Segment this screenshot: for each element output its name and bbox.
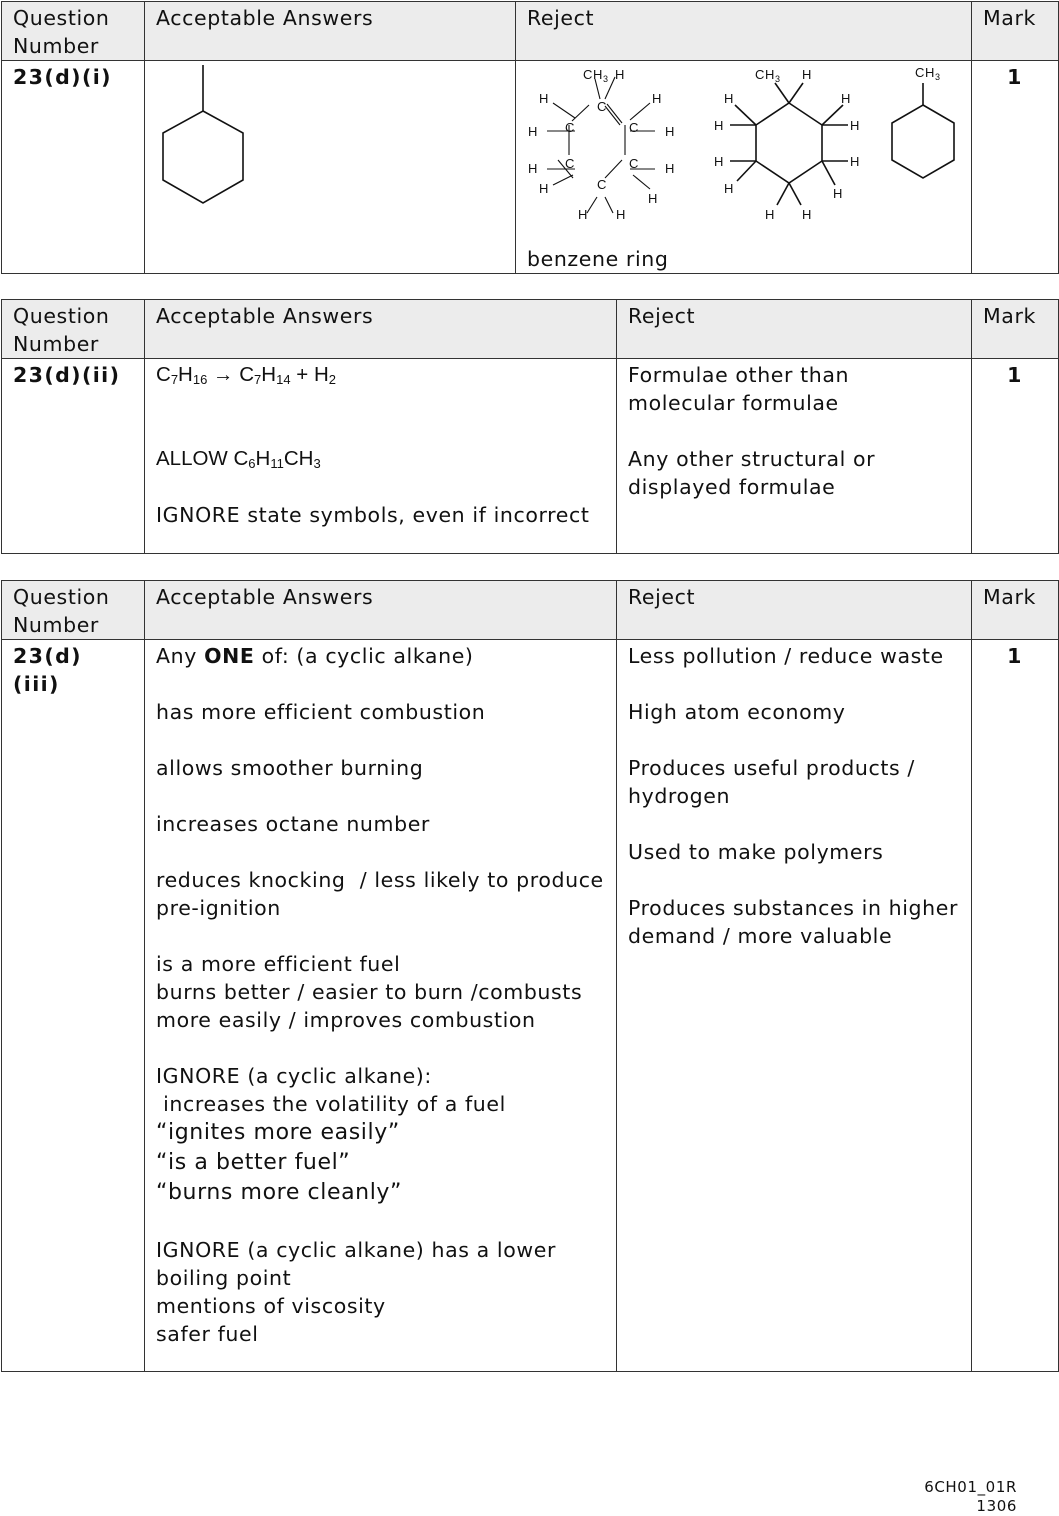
answer-item: increases octane number xyxy=(156,812,430,836)
h-label: H xyxy=(615,67,625,82)
equation xyxy=(156,361,605,389)
reject-item: Less pollution / reduce waste xyxy=(628,644,944,668)
h-label: H xyxy=(802,207,812,222)
allow-formula xyxy=(156,445,605,473)
answer-item: has more efficient combustion xyxy=(156,700,486,724)
reject-item: Any other structural or displayed formulae xyxy=(628,447,876,499)
c-label: C xyxy=(565,156,575,171)
c-label: C xyxy=(597,99,607,114)
reject-cell xyxy=(617,640,972,1372)
allow-prefix: ALLOW C xyxy=(156,447,249,470)
answer-row xyxy=(2,640,1059,1372)
h-label: H xyxy=(714,154,724,169)
answer-item: allows smoother burning xyxy=(156,756,424,780)
intro-text: of: (a cyclic alkane) xyxy=(254,644,474,668)
header-reject: Reject xyxy=(617,300,972,359)
answer-item: is a more efficient fuel xyxy=(156,952,401,976)
ignore-item: IGNORE (a cyclic alkane) has a lower boiling point xyxy=(156,1238,556,1290)
reject-cell xyxy=(617,359,972,554)
intro-bold: ONE xyxy=(204,644,255,668)
element-symbol: C xyxy=(156,363,171,386)
ignore-quote: “is a better fuel” xyxy=(156,1150,351,1175)
ignore-quote: “ignites more easily” xyxy=(156,1120,400,1145)
element-symbol: H xyxy=(261,363,277,386)
reject-item: Used to make polymers xyxy=(628,840,884,864)
h-label: H xyxy=(802,67,812,82)
question-number: 23(d)(i) xyxy=(2,61,145,274)
acceptable-answer-cell xyxy=(145,61,516,274)
ch3-label: $CH_3$ xyxy=(915,65,941,82)
mark-value: 1 xyxy=(972,359,1059,554)
element-symbol: CH xyxy=(283,447,314,470)
element-symbol: H xyxy=(178,363,193,386)
answer-row xyxy=(2,359,1059,554)
h-label: H xyxy=(665,124,675,139)
displayed-formula-labels xyxy=(528,67,675,222)
h-label: H xyxy=(578,207,588,222)
page-footer xyxy=(924,1478,1017,1516)
subscript: 6 xyxy=(248,456,256,471)
intro-text: Any xyxy=(156,644,205,668)
question-number xyxy=(2,640,145,1372)
header-row xyxy=(2,581,1059,640)
reject-item: Formulae other than molecular formulae xyxy=(628,363,850,415)
question-number-line-2: (iii) xyxy=(13,672,60,696)
header-mark: Mark xyxy=(972,300,1059,359)
methylcyclohexane-skeletal-structure xyxy=(158,61,278,211)
benzene-ring-caption: benzene ring xyxy=(527,247,669,271)
c-label: C xyxy=(597,177,607,192)
c-label: C xyxy=(629,156,639,171)
answer-item: burns better / easier to burn /combusts more easily / improves combustion xyxy=(156,980,583,1032)
element-symbol: H xyxy=(313,363,329,386)
h-label: H xyxy=(850,154,860,169)
h-label: H xyxy=(765,207,775,222)
h-label: H xyxy=(539,181,549,196)
mark-value: 1 xyxy=(972,61,1059,274)
hexagon-with-hydrogens xyxy=(730,83,848,205)
h-label: H xyxy=(528,161,538,176)
subscript: 11 xyxy=(270,456,284,471)
ch3-label: $CH_3$ xyxy=(755,67,781,84)
header-row xyxy=(2,300,1059,359)
hexagon-labels xyxy=(714,67,860,222)
question-number: 23(d)(ii) xyxy=(2,359,145,554)
skeletal-hexagon-ch3 xyxy=(892,83,954,178)
reject-item: High atom economy xyxy=(628,700,846,724)
paper-code: 6CH01_01R xyxy=(924,1478,1017,1496)
header-mark: Mark xyxy=(972,2,1059,61)
header-acceptable-answers: Acceptable Answers xyxy=(145,2,516,61)
h-label: H xyxy=(652,91,662,106)
header-reject: Reject xyxy=(617,581,972,640)
subscript: 3 xyxy=(313,456,321,471)
ch3-label: $CH_3$ xyxy=(583,67,609,84)
h-label: H xyxy=(841,91,851,106)
header-question-number: Question Number xyxy=(2,581,145,640)
h-label: H xyxy=(648,191,658,206)
subscript: 7 xyxy=(170,372,179,387)
h-label: H xyxy=(850,118,860,133)
element-symbol: C xyxy=(239,363,255,386)
header-question-number: Question Number xyxy=(2,300,145,359)
question-number-line-1: 23(d) xyxy=(13,644,82,668)
ignore-item: safer fuel xyxy=(156,1322,259,1346)
ignore-heading: IGNORE (a cyclic alkane): xyxy=(156,1064,432,1088)
mark-scheme-table-2 xyxy=(1,299,1059,554)
c-label: C xyxy=(629,120,639,135)
header-row xyxy=(2,2,1059,61)
h-label: H xyxy=(724,181,734,196)
reject-structures xyxy=(525,63,965,223)
h-label: H xyxy=(714,118,724,133)
h-label: H xyxy=(616,207,626,222)
header-mark: Mark xyxy=(972,581,1059,640)
page-number: 1306 xyxy=(976,1497,1017,1515)
subscript: 7 xyxy=(254,372,262,387)
h-label: H xyxy=(665,161,675,176)
h-label: H xyxy=(539,91,549,106)
c-label: C xyxy=(565,120,575,135)
acceptable-answer-cell xyxy=(145,640,617,1372)
header-reject: Reject xyxy=(516,2,972,61)
h-label: H xyxy=(724,91,734,106)
ignore-item: increases the volatility of a fuel xyxy=(156,1092,506,1116)
reject-item: Produces useful products / hydrogen xyxy=(628,756,915,808)
h-label: H xyxy=(833,186,843,201)
element-symbol: H xyxy=(255,447,271,470)
subscript: 2 xyxy=(328,372,336,387)
mark-scheme-table-1 xyxy=(1,1,1059,274)
mark-value: 1 xyxy=(972,640,1059,1372)
subscript: 16 xyxy=(192,372,208,387)
displayed-formula-benzene xyxy=(547,77,655,213)
header-acceptable-answers: Acceptable Answers xyxy=(145,300,617,359)
ignore-note: IGNORE state symbols, even if incorrect xyxy=(156,503,590,527)
reject-cell xyxy=(516,61,972,274)
ignore-item: mentions of viscosity xyxy=(156,1294,386,1318)
h-label: H xyxy=(528,124,538,139)
header-question-number: Question Number xyxy=(2,2,145,61)
intro xyxy=(156,642,605,670)
acceptable-answer-cell xyxy=(145,359,617,554)
ignore-quote: “burns more cleanly” xyxy=(156,1180,403,1205)
plus-sign: + xyxy=(296,363,309,386)
mark-scheme-table-3 xyxy=(1,580,1059,1372)
subscript: 14 xyxy=(276,372,291,387)
reject-item: Produces substances in higher demand / more valuable xyxy=(628,896,958,948)
reaction-arrow: → xyxy=(213,363,234,386)
header-acceptable-answers: Acceptable Answers xyxy=(145,581,617,640)
answer-item: reduces knocking / less likely to produce pre-ignition xyxy=(156,868,611,920)
answer-row xyxy=(2,61,1059,274)
